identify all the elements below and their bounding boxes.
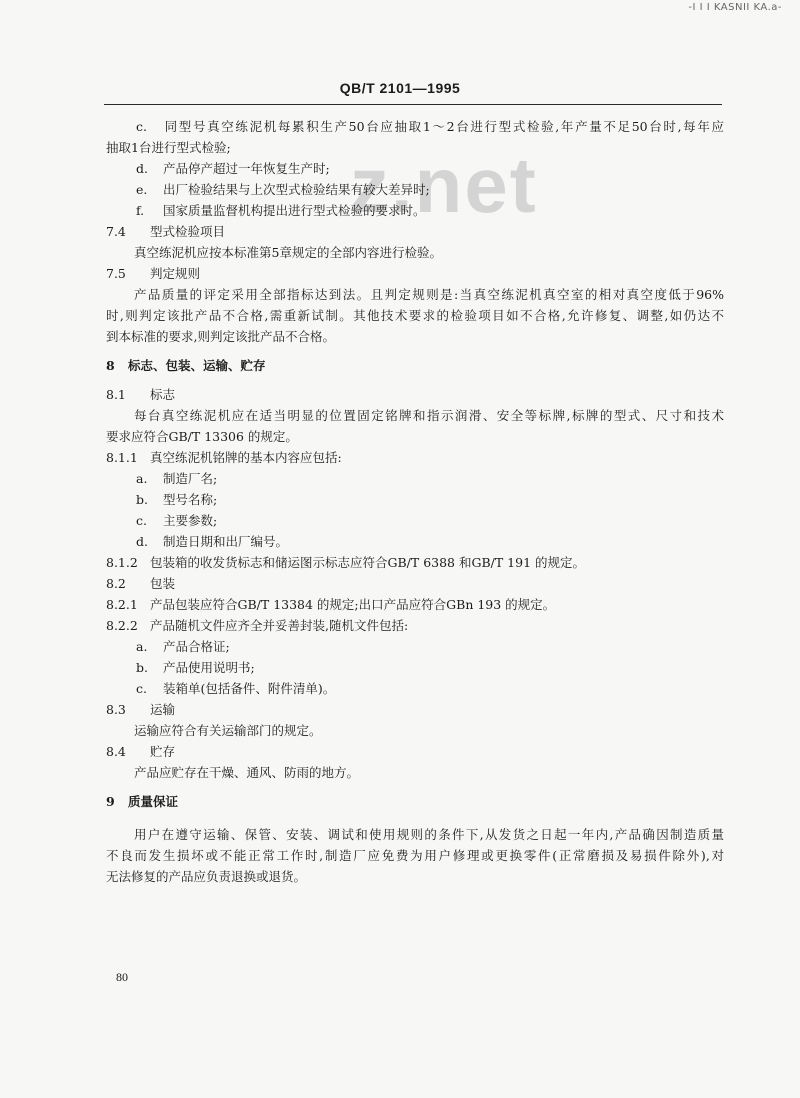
- list-item-f: f. 国家质量监督机构提出进行型式检验的要求时。: [136, 203, 426, 218]
- paragraph-line: 用户在遵守运输、保管、安装、调试和使用规则的条件下,从发货之日起一年内,产品确因制造质量: [134, 827, 724, 842]
- section-8-1-2: 8.1.2 包装箱的收发货标志和储运图示标志应符合GB/T 6388 和GB/T 191 的规定。: [106, 555, 586, 570]
- section-body-7-4: 真空练泥机应按本标准第5章规定的全部内容进行检验。: [134, 245, 442, 260]
- paragraph-line: 要求应符合GB/T 13306 的规定。: [106, 429, 298, 444]
- section-heading-8-3: 8.3 运输: [106, 702, 176, 717]
- paragraph-line: 到本标准的要求,则判定该批产品不合格。: [106, 329, 335, 344]
- background-watermark: z.net: [350, 141, 538, 229]
- section-8-2-1: 8.2.1 产品包装应符合GB/T 13384 的规定;出口产品应符合GBn 193 的规定。: [106, 597, 556, 612]
- section-body-8-3: 运输应符合有关运输部门的规定。: [134, 723, 322, 738]
- list-item-c-cont: 抽取1台进行型式检验;: [106, 140, 231, 155]
- section-heading-8-1: 8.1 标志: [106, 387, 176, 402]
- section-body-8-4: 产品应贮存在干燥、通风、防雨的地方。: [134, 765, 360, 780]
- list-item: d. 制造日期和出厂编号。: [136, 534, 289, 549]
- top-watermark: -I I I KASNII KA.a-: [688, 2, 782, 13]
- header-rule: [104, 104, 722, 105]
- list-item-c: c. 同型号真空练泥机每累积生产50台应抽取1～2台进行型式检验,年产量不足50台时,每年应: [136, 119, 724, 134]
- section-heading-8-1-1: 8.1.1 真空练泥机铭牌的基本内容应包括:: [106, 450, 342, 465]
- list-item: a. 制造厂名;: [136, 471, 218, 486]
- paragraph-line: 无法修复的产品应负责退换或退货。: [106, 869, 307, 884]
- list-item: a. 产品合格证;: [136, 639, 230, 654]
- chapter-heading-9: 9 质量保证: [106, 794, 179, 809]
- paragraph-line: 每台真空练泥机应在适当明显的位置固定铭牌和指示润滑、安全等标牌,标牌的型式、尺寸和技术: [134, 408, 724, 423]
- section-heading-8-2: 8.2 包装: [106, 576, 176, 591]
- list-item-e: e. 出厂检验结果与上次型式检验结果有较大差异时;: [136, 182, 430, 197]
- paragraph-line: 不良而发生损坏或不能正常工作时,制造厂应免费为用户修理或更换零件(正常磨损及易损件除外),对: [106, 848, 724, 863]
- list-item: b. 型号名称;: [136, 492, 218, 507]
- page-number: 80: [116, 970, 128, 984]
- list-item: c. 装箱单(包括备件、附件清单)。: [136, 681, 336, 696]
- list-item: b. 产品使用说明书;: [136, 660, 255, 675]
- standard-code-header: QB/T 2101—1995: [339, 80, 461, 96]
- section-heading-7-4: 7.4 型式检验项目: [106, 224, 226, 239]
- document-body: [106, 116, 724, 887]
- chapter-heading-8: 8 标志、包装、运输、贮存: [106, 358, 266, 373]
- list-item-d: d. 产品停产超过一年恢复生产时;: [136, 161, 330, 176]
- paragraph-line: 产品质量的评定采用全部指标达到法。且判定规则是:当真空练泥机真空室的相对真空度低于96%: [134, 287, 724, 302]
- section-8-2-2: 8.2.2 产品随机文件应齐全并妥善封装,随机文件包括:: [106, 618, 409, 633]
- paragraph-line: 时,则判定该批产品不合格,需重新试制。其他技术要求的检验项目如不合格,允许修复、调整,如仍达不: [106, 308, 724, 323]
- list-item: c. 主要参数;: [136, 513, 218, 528]
- section-heading-8-4: 8.4 贮存: [106, 744, 176, 759]
- section-heading-7-5: 7.5 判定规则: [106, 266, 201, 281]
